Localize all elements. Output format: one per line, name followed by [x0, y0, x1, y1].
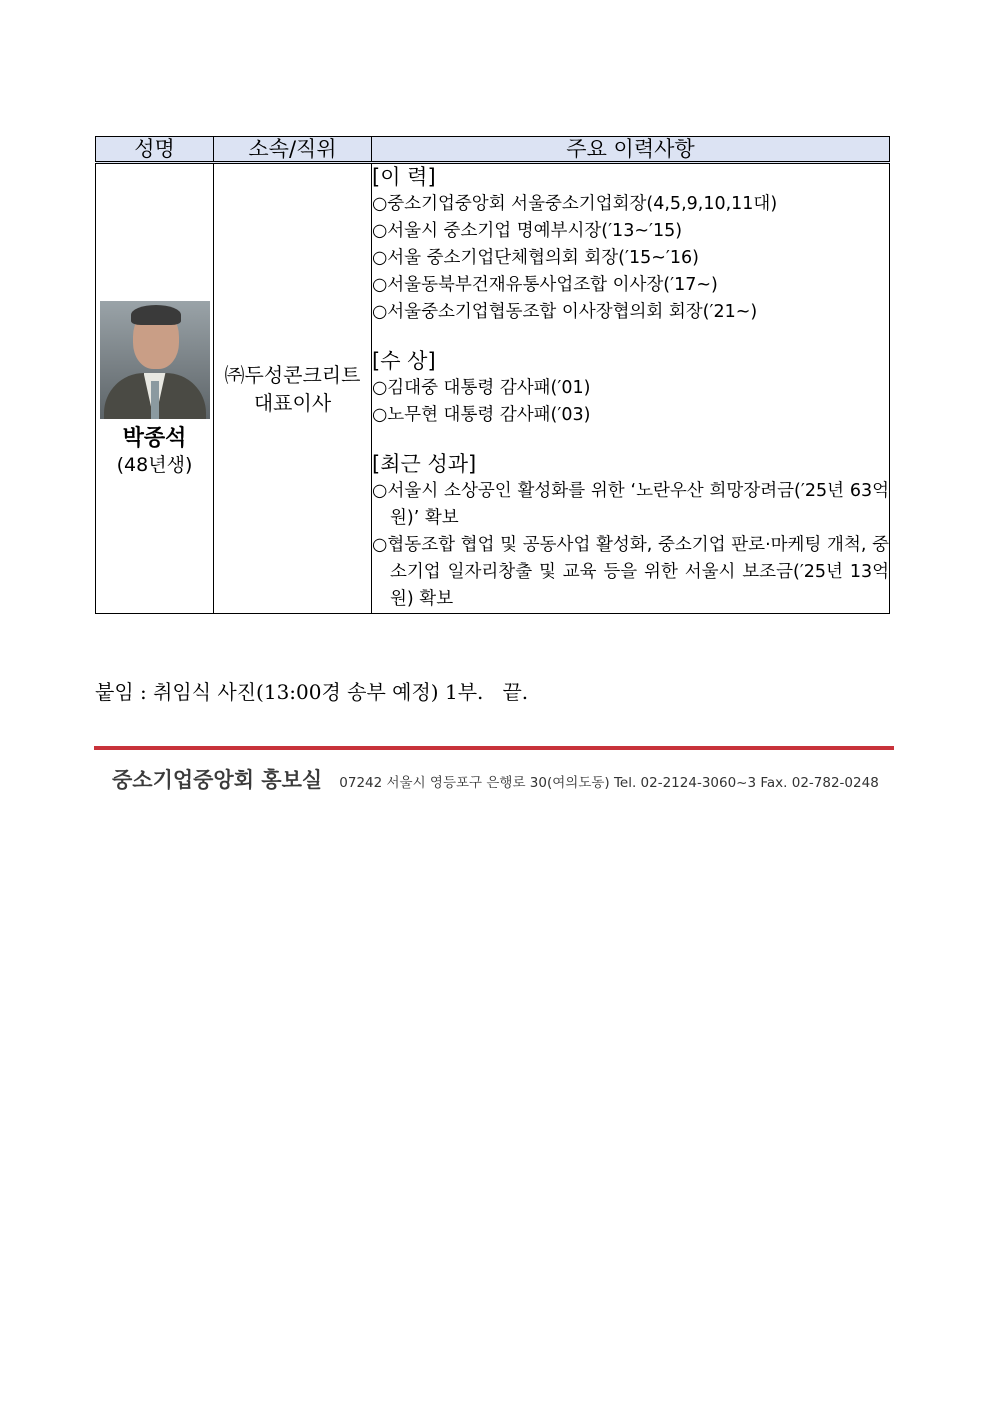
profile-table — [95, 136, 890, 614]
person-name: 박종석 — [122, 425, 187, 451]
list-item: ○중소기업중앙회 서울중소기업회장(4,5,9,10,11대) — [372, 194, 778, 214]
position-title: 대표이사 — [253, 390, 332, 415]
footer-org-name: 중소기업중앙회 홍보실 — [112, 768, 323, 792]
footer-divider — [94, 746, 894, 750]
header-name: 성명 — [96, 137, 214, 163]
awards-section-title: [수 상] — [372, 349, 436, 373]
table-header-row — [96, 137, 890, 163]
list-item: ○서울시 중소기업 명예부시장(′13~′15) — [372, 221, 683, 241]
list-item: ○협동조합 협업 및 공동사업 활성화, 중소기업 판로·마케팅 개척, 중소기업 일자리창출 및 교육 등을 위한 서울시 보조금(′25년 13억원) 확보 — [372, 535, 889, 609]
attachment-note: 붙임 : 취임식 사진(13:00경 송부 예정) 1부. 끝. — [95, 680, 529, 704]
footer — [112, 764, 879, 794]
company-name: ㈜두성콘크리트 — [224, 362, 361, 387]
name-cell — [96, 163, 214, 614]
list-item: ○노무현 대통령 감사패(′03) — [372, 405, 591, 425]
person-birth-year: (48년생) — [116, 453, 193, 476]
table-row — [96, 163, 890, 614]
career-cell — [372, 163, 890, 614]
footer-address: 07242 서울시 영등포구 은행로 30(여의도동) Tel. 02-2124-3060~3 Fax. 02-782-0248 — [339, 775, 879, 791]
affiliation-cell — [214, 163, 372, 614]
list-item: ○서울동북부건재유통사업조합 이사장(′17~) — [372, 275, 718, 295]
list-item: ○서울 중소기업단체협의회 회장(′15~′16) — [372, 248, 699, 268]
career-section-title: [이 력] — [372, 165, 436, 189]
list-item: ○김대중 대통령 감사패(′01) — [372, 378, 591, 398]
header-affiliation: 소속/직위 — [214, 137, 372, 163]
list-item: ○서울중소기업협동조합 이사장협의회 회장(′21~) — [372, 302, 758, 322]
header-career: 주요 이력사항 — [372, 137, 890, 163]
portrait-photo — [100, 301, 210, 419]
achievements-section-title: [최근 성과] — [372, 452, 477, 476]
list-item: ○서울시 소상공인 활성화를 위한 ‘노란우산 희망장려금(′25년 63억원)’ 확보 — [372, 481, 889, 528]
